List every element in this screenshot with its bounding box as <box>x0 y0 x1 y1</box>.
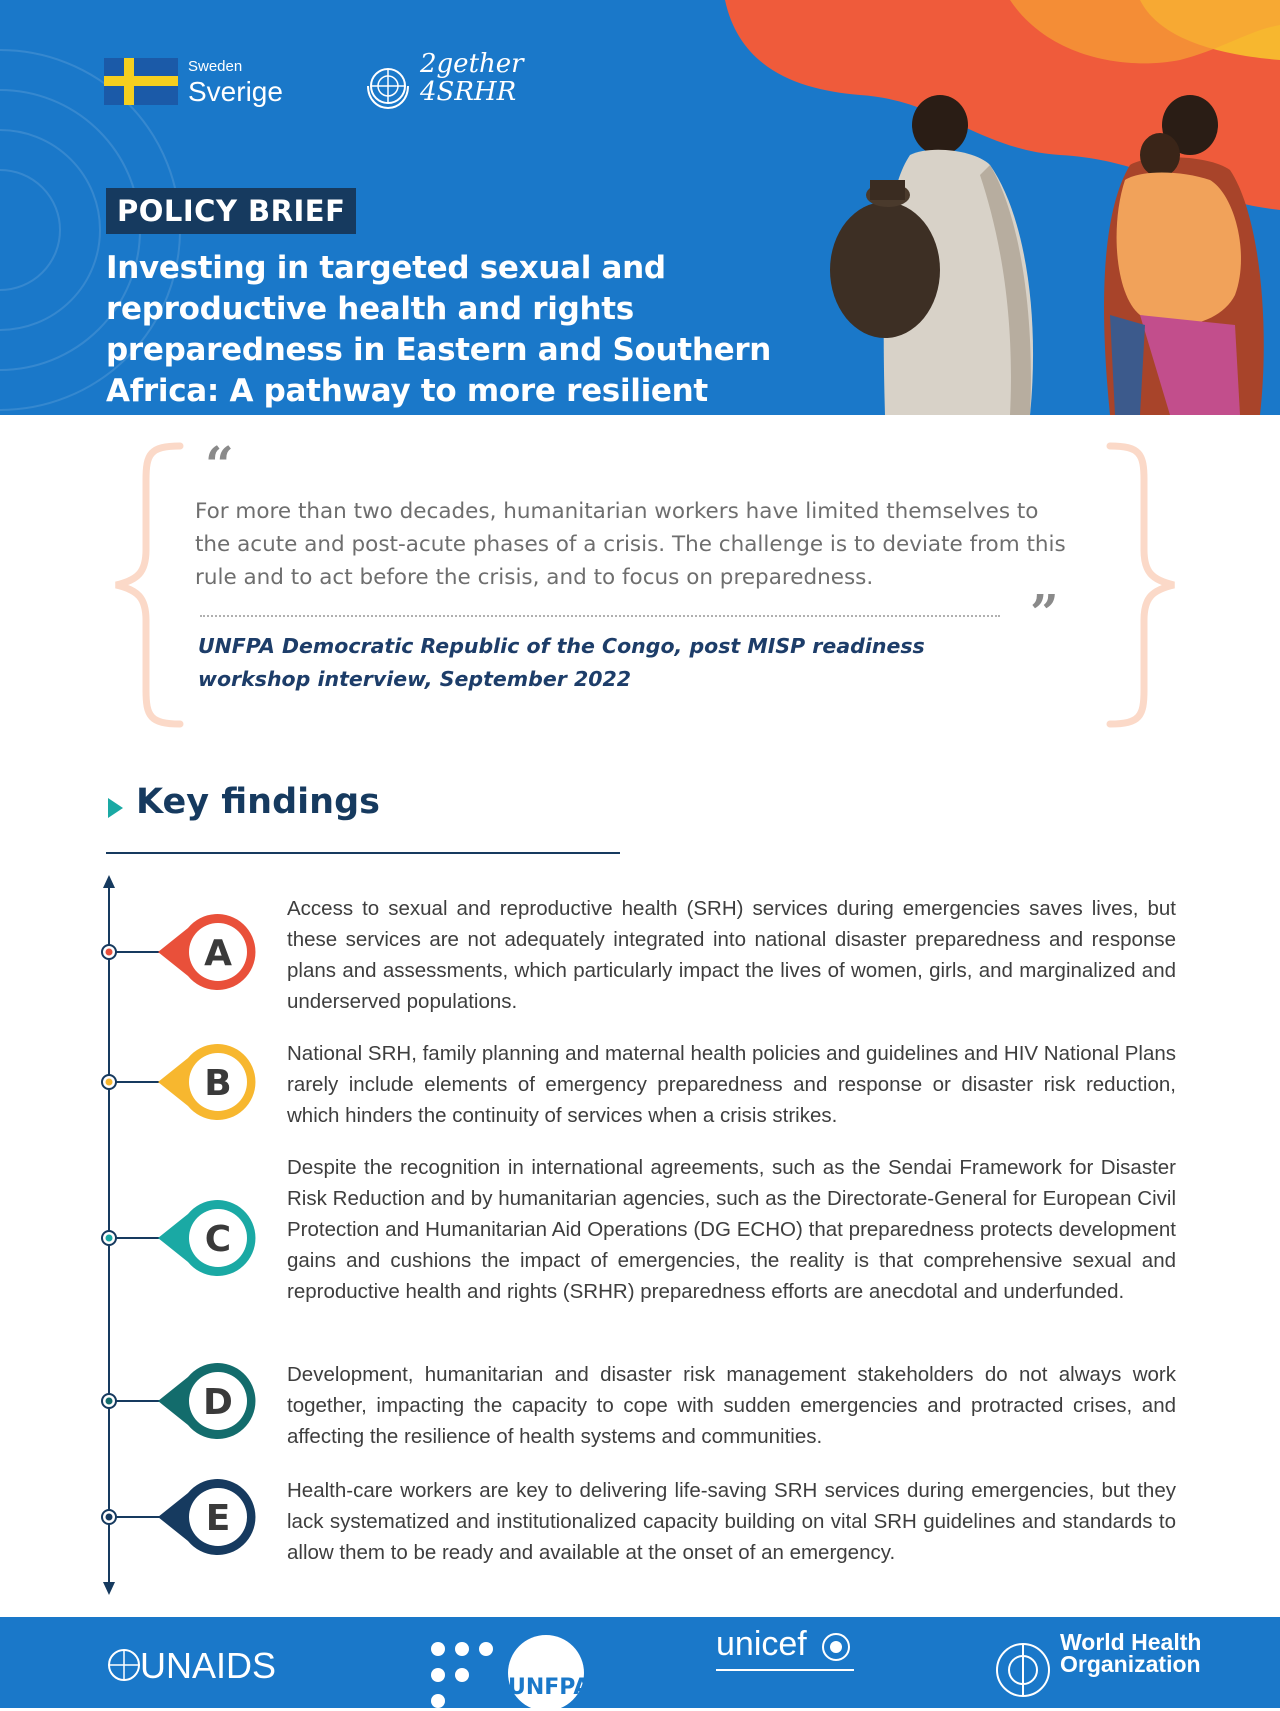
finding-pin-b <box>102 1044 255 1120</box>
women-photo <box>840 95 1280 415</box>
left-brace-icon <box>110 440 190 730</box>
sverige-label: Sverige <box>188 76 283 107</box>
finding-a-text: Access to sexual and reproductive health (SRH) services during emergencies saves lives, but these services are not adequately integrated into national disaster preparedness and response plans and assessments, which particularly impact the lives of women, girls, and marginalized and underserved populations. <box>287 897 1176 1013</box>
unfpa-circle <box>508 1635 591 1711</box>
finding-pin-e <box>102 1479 255 1555</box>
heading-underline <box>106 852 620 854</box>
unicef-emblem-icon <box>816 1627 856 1667</box>
header-banner <box>0 0 1280 450</box>
partner-logos-footer <box>0 1617 1280 1708</box>
unaids-emblem-icon <box>104 1645 144 1685</box>
finding-b-text: National SRH, family planning and maternal health policies and guidelines and HIV National Plans rarely include elements of emergency preparedness and response or disaster risk reduction, which hinders the continuity of services when a crisis strikes. <box>287 1042 1176 1127</box>
unaids-logo: UNAIDS <box>140 1645 277 1686</box>
timeline-bottom-arrow-icon <box>103 1582 115 1595</box>
quote-text: For more than two decades, humanitarian workers have limited themselves to the acute and post-acute phases of a crisis. The challenge is to deviate from this rule and to act before the crisis, and to focus on preparedness. <box>195 499 1066 590</box>
unfpa-logo: UNFPA <box>508 1675 591 1700</box>
play-arrow-icon <box>108 798 123 818</box>
pull-quote <box>110 435 1180 730</box>
policy-brief-badge: POLICY BRIEF <box>106 188 356 234</box>
key-findings-heading: Key findings <box>136 782 380 822</box>
finding-letter-b: B <box>204 1063 232 1104</box>
sweden-flag-icon <box>104 58 178 105</box>
sweden-label: Sweden <box>188 58 243 75</box>
quote-divider <box>200 615 1000 617</box>
finding-pin-a <box>102 914 255 990</box>
finding-pin-d <box>102 1363 255 1439</box>
unicef-logo: unicef <box>716 1625 807 1663</box>
open-quote-icon: “ <box>205 435 234 494</box>
2gether-4srhr-logo: 2gether 4SRHR <box>420 49 524 107</box>
finding-letter-d: D <box>203 1382 233 1423</box>
finding-letter-a: A <box>204 933 232 974</box>
finding-e-text: Health-care workers are key to delivering life-saving SRH services during emergencies, but they lack systematized and institutionalized capacity building on vital SRH guidelines and standards to allow them to be ready and available at the onset of an emergency. <box>287 1479 1176 1564</box>
finding-pin-c <box>102 1200 255 1276</box>
finding-c-text: Despite the recognition in international agreements, such as the Sendai Framework for Disaster Risk Reduction and by humanitarian agencies, such as the Directorate-General for European Civil Protection and Humanitarian Aid Operations (DG ECHO) that preparedness protects development gains and cushions the impact of emergencies, the reality is that comprehensive sexual and reproductive health and rights (SRHR) preparedness efforts are anecdotal and underfunded. <box>287 1156 1176 1303</box>
who-logo: World Health Organization <box>1060 1629 1202 1677</box>
timeline-top-arrow-icon <box>103 875 115 888</box>
right-brace-icon <box>1100 440 1180 730</box>
unicef-underline <box>716 1669 854 1671</box>
sweden-logo <box>104 58 284 108</box>
finding-letter-e: E <box>205 1498 231 1539</box>
findings-timeline <box>0 870 300 1600</box>
page-title: Investing in targeted sexual and reproductive health and rights preparedness in Eastern and Southern Africa: A pathway to more resilient systems <box>106 250 772 450</box>
quote-attribution: UNFPA Democratic Republic of the Congo, post MISP readiness workshop interview, September 2022 <box>198 634 925 691</box>
unfpa-dots-icon <box>428 1637 508 1707</box>
finding-d-text: Development, humanitarian and disaster risk management stakeholders do not always work together, impacting the capacity to cope with sudden emergencies and protracted crises, and affecting the resilience of health systems and communities. <box>287 1363 1176 1448</box>
finding-letter-c: C <box>204 1219 232 1260</box>
close-quote-icon: ” <box>1030 583 1059 642</box>
un-emblem-icon <box>362 60 414 112</box>
who-emblem-icon <box>990 1637 1056 1703</box>
